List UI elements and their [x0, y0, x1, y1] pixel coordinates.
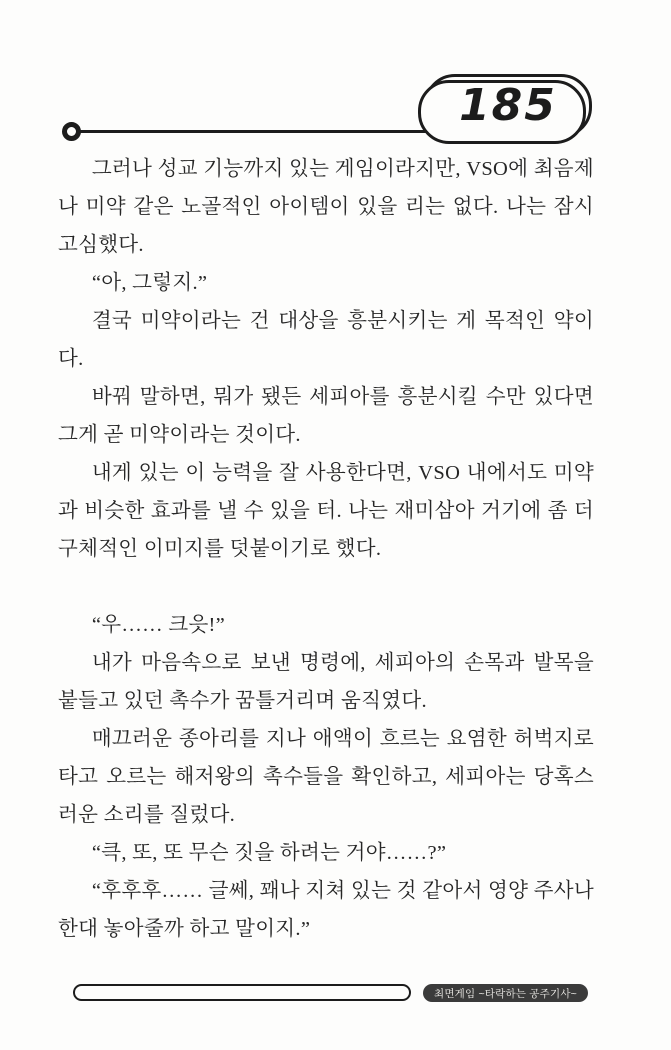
paragraph: 매끄러운 종아리를 지나 애액이 흐르는 요염한 허벅지로 타고 오르는 해저왕의 촉수들을 확인하고, 세피아는 당혹스러운 소리를 질렀다. — [58, 728, 594, 826]
footer-series-badge — [423, 984, 588, 1002]
page-number: 185 — [459, 79, 557, 131]
paragraph: “아, 그렇지.” — [91, 272, 208, 294]
paragraph: “우…… 크읏!” — [91, 614, 226, 636]
page-number-badge — [424, 74, 592, 138]
header-rule — [78, 130, 444, 133]
paragraph: “큭, 또, 또 무슨 짓을 하려는 거야……?” — [91, 842, 447, 864]
paragraph: 내게 있는 이 능력을 잘 사용한다면, VSO 내에서도 미약과 비슷한 효과를 낼 수 있을 터. 나는 재미삼아 거기에 좀 더 구체적인 이미지를 덧붙이기로 했다. — [58, 462, 594, 560]
paragraph: 내가 마음속으로 보낸 명령에, 세피아의 손목과 발목을 붙들고 있던 촉수가 꿈틀거리며 움직였다. — [58, 652, 594, 712]
paragraph: 결국 미약이라는 건 대상을 흥분시키는 게 목적인 약이다. — [58, 310, 594, 370]
body-text — [58, 150, 594, 948]
paragraph: 그러나 성교 기능까지 있는 게임이라지만, VSO에 최음제나 미약 같은 노골적인 아이템이 있을 리는 없다. 나는 잠시 고심했다. — [58, 158, 594, 256]
footer-pill — [73, 984, 411, 1001]
footer-series-title: 최면게임 ~타락하는 공주기사~ — [433, 987, 577, 1000]
paragraph: 바꿔 말하면, 뭐가 됐든 세피아를 흥분시킬 수만 있다면 그게 곧 미약이라는 것이다. — [58, 386, 594, 446]
paragraph: “후후후…… 글쎄, 꽤나 지쳐 있는 것 같아서 영양 주사나 한대 놓아줄까 하고 말이지.” — [58, 880, 594, 940]
